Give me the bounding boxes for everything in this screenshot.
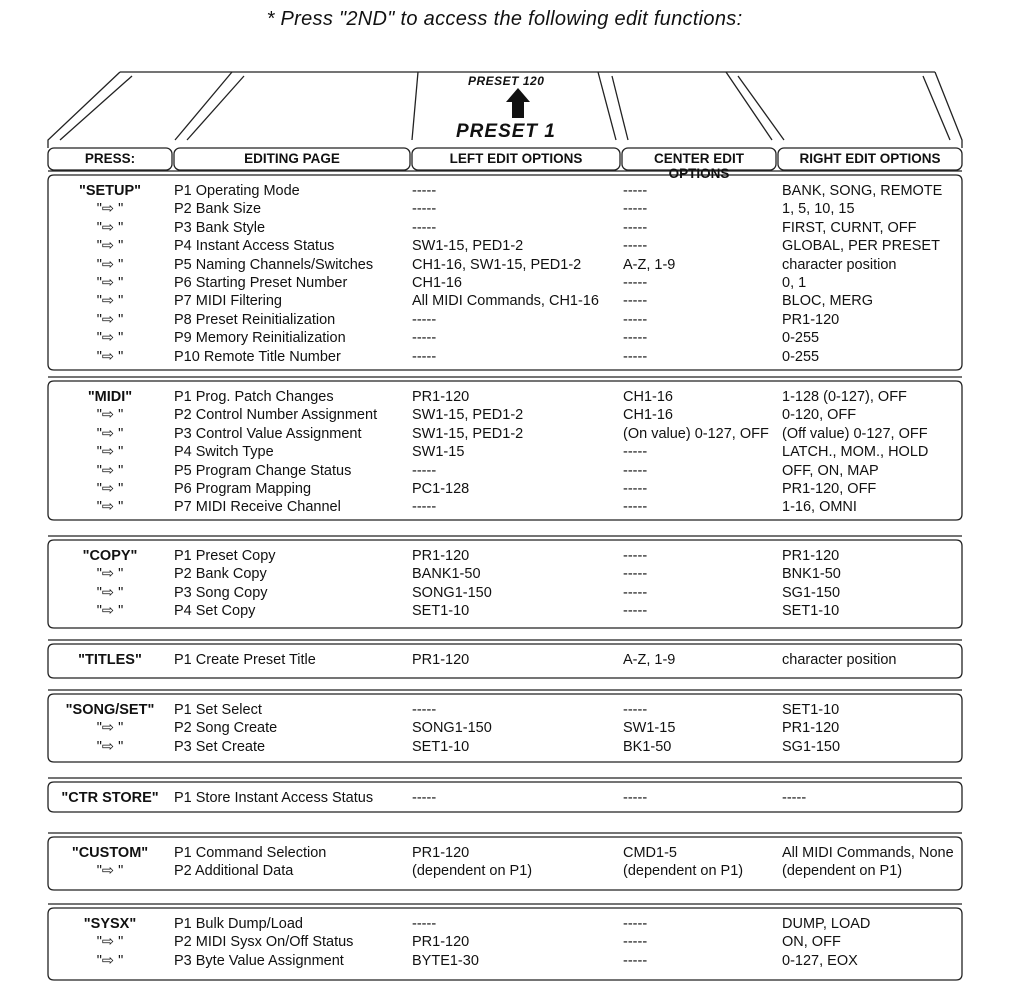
cell-right: DUMP, LOAD	[782, 916, 871, 932]
cell-edit: P5 Naming Channels/Switches	[174, 256, 374, 273]
cell-edit: P4 Switch Type	[174, 444, 274, 461]
ditto-mark: "⇨ "	[96, 584, 124, 601]
cell-right: PR1-120	[782, 548, 840, 564]
cell-right: 1-128 (0-127), OFF	[782, 389, 907, 405]
table-row	[50, 312, 960, 330]
press-key-label: "TITLES"	[78, 652, 142, 668]
cell-left: -----	[412, 499, 437, 516]
column-header-left-edit: LEFT EDIT OPTIONS	[449, 151, 583, 166]
ditto-mark: "⇨ "	[96, 293, 124, 310]
cell-center: (dependent on P1)	[623, 863, 744, 880]
cell-left: -----	[412, 330, 437, 347]
press-key-label: "SONG/SET"	[65, 702, 155, 718]
cell-right: 0-127, EOX	[782, 952, 858, 969]
table-row	[50, 257, 960, 275]
cell-edit: P3 Song Copy	[174, 584, 268, 601]
ditto-mark: "⇨ "	[96, 952, 124, 969]
cell-right: SET1-10	[782, 702, 840, 718]
cell-right: -----	[782, 790, 807, 806]
ditto-mark: "⇨ "	[96, 275, 124, 291]
cell-left: PC1-128	[412, 481, 470, 497]
ditto-mark: "⇨ "	[96, 348, 124, 365]
cell-edit: P9 Memory Reinitialization	[174, 330, 346, 347]
table-row	[50, 444, 960, 462]
cell-edit: P2 Song Create	[174, 720, 278, 737]
cell-left: SW1-15, PED1-2	[412, 407, 524, 424]
cell-edit: P1 Store Instant Access Status	[174, 790, 374, 806]
cell-edit: P1 Preset Copy	[174, 548, 276, 564]
ditto-mark: "⇨ "	[96, 238, 124, 255]
ditto-mark: "⇨ "	[96, 462, 124, 479]
ditto-mark: "⇨ "	[96, 738, 124, 755]
table-row	[50, 845, 960, 863]
table-row	[50, 330, 960, 348]
cell-right: All MIDI Commands, None	[782, 845, 954, 861]
press-key-label: "CTR STORE"	[61, 790, 159, 806]
cell-center: -----	[623, 548, 648, 564]
cell-edit: P5 Program Change Status	[174, 462, 352, 479]
cell-left: -----	[412, 790, 437, 806]
cell-left: SET1-10	[412, 603, 470, 620]
ditto-mark: "⇨ "	[96, 481, 124, 497]
ditto-mark: "⇨ "	[96, 603, 124, 620]
cell-edit: P1 Set Select	[174, 702, 262, 718]
cell-center: -----	[623, 183, 648, 199]
cell-right: BNK1-50	[782, 566, 841, 583]
cell-left: PR1-120	[412, 934, 470, 951]
table-row	[50, 238, 960, 256]
cell-left: PR1-120	[412, 548, 470, 564]
cell-right: BLOC, MERG	[782, 293, 874, 310]
press-key-label: "CUSTOM"	[71, 845, 149, 861]
cell-left: -----	[412, 219, 437, 236]
ditto-mark: "⇨ "	[96, 499, 124, 516]
cell-left: PR1-120	[412, 652, 470, 668]
table-row	[50, 389, 960, 407]
cell-edit: P4 Instant Access Status	[174, 238, 335, 255]
cell-center: -----	[623, 566, 648, 583]
press-key-label: "SETUP"	[78, 183, 142, 199]
cell-center: -----	[623, 499, 648, 516]
cell-left: SW1-15	[412, 444, 465, 461]
cell-right: SET1-10	[782, 603, 840, 620]
press-key-label: "SYSX"	[83, 916, 137, 932]
table-row	[50, 275, 960, 293]
cell-center: -----	[623, 790, 648, 806]
press-key-label: "COPY"	[82, 548, 138, 564]
cell-center: -----	[623, 462, 648, 479]
ditto-mark: "⇨ "	[96, 566, 124, 583]
cell-right: FIRST, CURNT, OFF	[782, 219, 917, 236]
cell-center: -----	[623, 311, 648, 328]
cell-center: CH1-16	[623, 407, 673, 424]
table-row	[50, 934, 960, 952]
table-row	[50, 407, 960, 425]
cell-center: CMD1-5	[623, 845, 677, 861]
table-row	[50, 566, 960, 584]
cell-center: -----	[623, 238, 648, 255]
cell-left: BYTE1-30	[412, 952, 479, 969]
table-row	[50, 863, 960, 881]
cell-left: CH1-16, SW1-15, PED1-2	[412, 256, 582, 273]
cell-left: -----	[412, 311, 437, 328]
cell-left: SET1-10	[412, 738, 470, 755]
cell-center: CH1-16	[623, 389, 673, 405]
cell-left: -----	[412, 201, 437, 218]
cell-center: BK1-50	[623, 738, 672, 755]
table-row	[50, 499, 960, 517]
cell-left: -----	[412, 183, 437, 199]
cell-edit: P2 Control Number Assignment	[174, 407, 378, 424]
cell-left: SONG1-150	[412, 584, 492, 601]
cell-left: SW1-15, PED1-2	[412, 238, 524, 255]
cell-center: A-Z, 1-9	[623, 652, 676, 668]
ditto-mark: "⇨ "	[96, 407, 124, 424]
table-row	[50, 463, 960, 481]
cell-edit: P8 Preset Reinitialization	[174, 311, 336, 328]
cell-edit: P2 MIDI Sysx On/Off Status	[174, 934, 354, 951]
cell-edit: P6 Program Mapping	[174, 481, 312, 497]
cell-left: CH1-16	[412, 275, 462, 291]
cell-center: -----	[623, 330, 648, 347]
cell-right: SG1-150	[782, 584, 841, 601]
cell-edit: P2 Bank Size	[174, 201, 262, 218]
table-row	[50, 293, 960, 311]
ditto-mark: "⇨ "	[96, 934, 124, 951]
cell-center: -----	[623, 584, 648, 601]
cell-center: -----	[623, 702, 648, 718]
cell-right: GLOBAL, PER PRESET	[782, 238, 940, 255]
cell-edit: P1 Bulk Dump/Load	[174, 916, 303, 932]
cell-edit: P1 Command Selection	[174, 845, 327, 861]
cell-center: -----	[623, 481, 648, 497]
cell-center: -----	[623, 201, 648, 218]
table-row	[50, 548, 960, 566]
cell-edit: P4 Set Copy	[174, 603, 256, 620]
table-row	[50, 790, 960, 808]
cell-left: -----	[412, 462, 437, 479]
cell-edit: P3 Control Value Assignment	[174, 425, 362, 442]
cell-center: -----	[623, 934, 648, 951]
cell-edit: P2 Bank Copy	[174, 566, 267, 583]
cell-center: -----	[623, 603, 648, 620]
arrow-up-icon	[506, 88, 530, 118]
cell-center: (On value) 0-127, OFF	[623, 425, 769, 442]
cell-right: 0-120, OFF	[782, 407, 857, 424]
cell-right: 0-255	[782, 348, 820, 365]
cell-left: PR1-120	[412, 389, 470, 405]
cell-left: -----	[412, 916, 437, 932]
table-row	[50, 426, 960, 444]
cell-edit: P6 Starting Preset Number	[174, 275, 348, 291]
cell-right: (dependent on P1)	[782, 863, 903, 880]
cell-left: All MIDI Commands, CH1-16	[412, 293, 599, 310]
cell-left: PR1-120	[412, 845, 470, 861]
ditto-mark: "⇨ "	[96, 311, 124, 328]
table-row	[50, 349, 960, 367]
column-header-press: PRESS:	[84, 151, 136, 166]
cell-right: 1, 5, 10, 15	[782, 201, 855, 218]
column-header-right-edit: RIGHT EDIT OPTIONS	[799, 151, 941, 166]
cell-right: SG1-150	[782, 738, 841, 755]
cell-edit: P3 Set Create	[174, 738, 266, 755]
cell-center: -----	[623, 293, 648, 310]
cell-center: -----	[623, 275, 648, 291]
ditto-mark: "⇨ "	[96, 201, 124, 218]
table-row	[50, 481, 960, 499]
preset-bottom-label: PRESET 1	[456, 121, 556, 142]
cell-right: (Off value) 0-127, OFF	[782, 425, 928, 442]
cell-right: BANK, SONG, REMOTE	[782, 183, 943, 199]
ditto-mark: "⇨ "	[96, 330, 124, 347]
cell-left: SONG1-150	[412, 720, 492, 737]
cell-center: -----	[623, 916, 648, 932]
table-row	[50, 953, 960, 971]
ditto-mark: "⇨ "	[96, 219, 124, 236]
cell-left: SW1-15, PED1-2	[412, 425, 524, 442]
cell-center: -----	[623, 444, 648, 461]
cell-edit: P1 Create Preset Title	[174, 652, 316, 668]
table-row	[50, 183, 960, 201]
cell-right: character position	[782, 256, 897, 273]
ditto-mark: "⇨ "	[96, 425, 124, 442]
ditto-mark: "⇨ "	[96, 863, 124, 880]
cell-right: PR1-120	[782, 720, 840, 737]
table-row	[50, 720, 960, 738]
cell-center: A-Z, 1-9	[623, 256, 676, 273]
table-row	[50, 201, 960, 219]
cell-right: character position	[782, 652, 897, 668]
table-row	[50, 739, 960, 757]
ditto-mark: "⇨ "	[96, 720, 124, 737]
table-row	[50, 916, 960, 934]
table-row	[50, 220, 960, 238]
table-row	[50, 652, 960, 670]
cell-right: 1-16, OMNI	[782, 499, 857, 516]
preset-top-label: PRESET 120	[468, 74, 545, 88]
cell-right: ON, OFF	[782, 934, 841, 951]
cell-edit: P1 Operating Mode	[174, 183, 300, 199]
table-row	[50, 702, 960, 720]
cell-right: 0-255	[782, 330, 820, 347]
cell-center: -----	[623, 952, 648, 969]
table-row	[50, 585, 960, 603]
cell-edit: P1 Prog. Patch Changes	[174, 389, 334, 405]
cell-left: BANK1-50	[412, 566, 481, 583]
column-header-editing-page: EDITING PAGE	[244, 151, 340, 166]
page-title: * Press "2ND" to access the following edit functions:	[266, 8, 743, 30]
cell-edit: P3 Byte Value Assignment	[174, 952, 344, 969]
cell-edit: P7 MIDI Receive Channel	[174, 499, 341, 516]
cell-edit: P10 Remote Title Number	[174, 348, 341, 365]
cell-left: -----	[412, 702, 437, 718]
cell-center: SW1-15	[623, 720, 676, 737]
cell-edit: P2 Additional Data	[174, 863, 294, 880]
cell-right: PR1-120, OFF	[782, 481, 877, 497]
ditto-mark: "⇨ "	[96, 256, 124, 273]
cell-right: OFF, ON, MAP	[782, 462, 879, 479]
column-header-center-edit: CENTER EDIT OPTIONS	[653, 151, 744, 181]
cell-right: PR1-120	[782, 311, 840, 328]
cell-center: -----	[623, 219, 648, 236]
press-key-label: "MIDI"	[87, 389, 133, 405]
cell-left: -----	[412, 348, 437, 365]
cell-edit: P3 Bank Style	[174, 219, 266, 236]
cell-right: LATCH., MOM., HOLD	[782, 444, 929, 461]
table-row	[50, 603, 960, 621]
cell-edit: P7 MIDI Filtering	[174, 293, 282, 310]
ditto-mark: "⇨ "	[96, 444, 124, 461]
cell-center: -----	[623, 348, 648, 365]
cell-left: (dependent on P1)	[412, 863, 533, 880]
cell-right: 0, 1	[782, 275, 807, 291]
